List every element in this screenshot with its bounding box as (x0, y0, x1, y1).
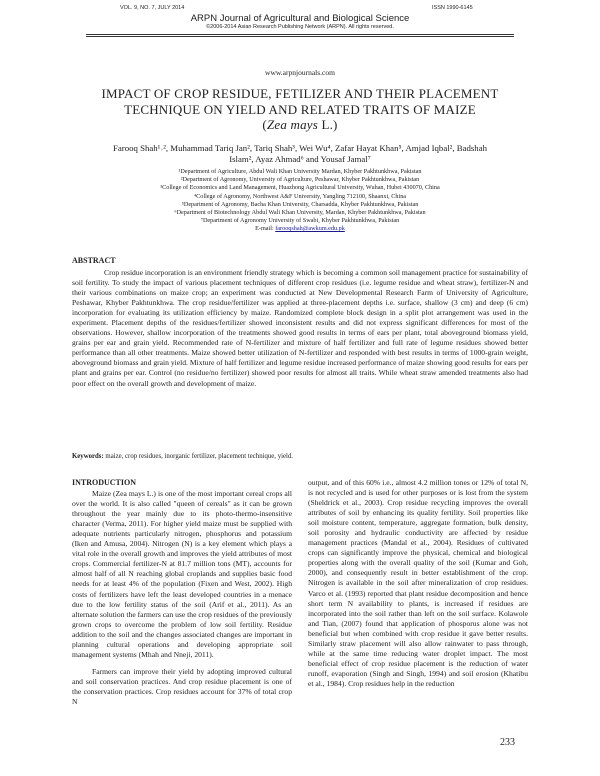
affiliation-5: ⁵Department of Agronomy, Bacha Khan University, Charsadda, Khyber Pakhtunkhwa, Pakistan (181, 200, 419, 208)
authors-line-2: Islam², Ayaz Ahmad⁶ and Yousaf Jamal⁷ (229, 154, 371, 164)
email-line (70, 225, 530, 233)
issn: ISSN 1990-6145 (432, 5, 473, 11)
abstract-heading: ABSTRACT (72, 256, 116, 265)
species-name: Zea mays (266, 117, 319, 132)
intro-paragraph-2: Farmers can improve their yield by adopting improved cultural and soil conservation practices. And crop residue placement is one of the conservation practices. Crop residues account for 37% of total crop N (72, 666, 292, 706)
copyright-line: ©2006-2014 Asian Research Publishing Network (ARPN). All rights reserved. (206, 24, 394, 30)
affiliation-1: ¹Department of Agriculture, Abdul Wali Khan University Mardan, Khyber Pakhtunkhwa, Pakistan (178, 168, 422, 175)
paragraph-gap (72, 660, 292, 667)
species-suffix: L.) (318, 117, 338, 132)
header-rule-bottom (86, 36, 514, 37)
affiliation-4: ⁴College of Agronomy, Northwest A&F University, Yangling 712100, Shaanxi, China (193, 192, 407, 200)
author-list (70, 143, 530, 165)
title-line-1: IMPACT OF CROP RESIDUE, FETILIZER AND THEIR PLACEMENT (101, 86, 499, 101)
introduction-heading: INTRODUCTION (72, 478, 137, 487)
keywords-text: maize, crop residues, inorganic fertilizer, placement technique, yield. (103, 453, 293, 460)
affiliation-3: ³College of Economics and Land Management, Huazhong Agricultural University, Wuhan, Hubei 430070, China (160, 184, 440, 192)
keywords-line (72, 453, 528, 460)
abstract-paragraph: Crop residue incorporation is an environment friendly strategy which is becoming a common soil management practice for sustainability of soil fertility. To study the impact of various placement techniques of different crop residues (i.e. legume residue and wheat straw), fertilizer-N and their various combinations on maize crop; an experiment was conducted at New Developmental Research Farm of University of Agriculture, Peshawar, Khyber Pakhtunkhwa. The crop residue/fertilizer was applied at three-placement depths i.e. surface, shallow (3 cm) and deep (6 cm) incorporation for evaluating its utilization efficiency by maize. Randomized complete block design in a split plot arrangement was used in the experiment. Placement depths of the residues/fertilizer showed inconsistent results and did not express significant differences for most of the observations. However, shallow incorporation of the treatments showed good results in terms of ears per plant, total aboveground biomass yield, grains per ear and grain yield. Recommended rate of N-fertilizer and mixture of half fertilizer and full rate of legume residues showed better performance than all other treatments. Maize showed better utilization of N-fertilizer and responded with best results in terms of 1000-grain weight, aboveground biomass and grain yield. Mixture of half fertilizer and legume residue increased performance of maize showing good results for ears per plant and grains per ear. Control (no residue/no fertilizer) showed poor results for almost all traits. While wheat straw amended treatments also had poor effect on the overall growth and development of maize. (72, 268, 528, 388)
paper-title (70, 86, 530, 133)
intro-right-paragraph: output, and of this 60% i.e., almost 4.2 million tones or 12% of total N, is not recycled and is used for other purposes or is lost from the system (Sheldrick et al., 2003). Crop residue recycling improves the overall attributes of soil by enhancing its quality fertility. Soil properties like soil moisture content, temperature, aggregate formation, bulk density, soil porosity and hydraulic conductivity are affected by residue management practices (Mandal et al., 2004). Residues of cultivated crops can significantly improve the physical, chemical and biological properties along with the overall quality of the soil (Kumar and Goh, 2000), and consequently result in better establishment of the crop. Nitrogen is available in the soil after mineralization of crop residues. Varco et al. (1993) reported that plant residue decomposition and hence short term N availability to plants, is increased if residues are incorporated into the soil rather than left on the soil surface. Kolawole and Tian, (2007) found that application of phosporus alone was not beneficial but when combined with crop residue it gave better results. Similarly straw placement will also allow rainwater to pass through, while at the same time reducing water droplet impact. The most beneficial effect of crop residue placement is the reduction of water runoff, evaporation (Singh and Singh, 1994) and soil erosion (Khatibu et al., 1984). Crop residues help in the reduction (308, 478, 528, 688)
authors-line-1: Farooq Shah¹˒², Muhammad Tariq Jan², Tariq Shah³, Wei Wu⁴, Zafar Hayat Khan⁵, Amjad Iqbal², Badshah (112, 143, 488, 153)
abstract-text (72, 268, 528, 389)
species-open-paren: ( (262, 117, 267, 132)
affiliation-2: ²Department of Agronomy, University of Agriculture, Peshawar, Khyber Pakhtunkhwa, Pakistan (180, 176, 420, 184)
header-rule-top (86, 34, 514, 35)
page-number: 233 (500, 737, 515, 748)
email-link[interactable]: farooqshah@awkum.edu.pk (275, 225, 345, 233)
title-species-line (70, 117, 530, 133)
email-label: E-mail: (255, 225, 276, 233)
column-left (72, 478, 292, 707)
journal-website[interactable]: www.arpnjournals.com (265, 68, 335, 77)
column-right (308, 478, 528, 689)
volume-line: VOL. 9, NO. 7, JULY 2014 (120, 5, 185, 11)
affiliations (70, 168, 530, 234)
intro-paragraph-1: Maize (Zea mays L.) is one of the most important cereal crops all over the world. It is also called "queen of cereals" as it can be grown throughout the year mainly due to its photo-thermo-insensitive character (Verma, 2011). For higher yield maize must be supplied with adequate nutrients particularly nitrogen, phosphorus and potassium (Iken and Amusa, 2004). Nitrogen (N) is a key element which plays a vital role in the overall growth and improves the yield attributes of most crops. Commercial fertilizer-N at 81.7 million tons (MT), accounts for almost half of all N reaching global croplands and supplies basic food needs for at least 4% of the population (Fixen and West, 2002). High costs of fertilizers have left the least developed countries in a menace due to the low fertility status of the soil (Arif et al., 2011). As an alternate solution the farmers can use the crop residues of the previously grown crops to overcome the problem of low soil fertility. Residue addition to the soil and the changes associated changes are important in planning cultural operations and developing appropriate soil management systems (Mhah and Nneji, 2011). (72, 489, 292, 659)
affiliation-6: ⁶Department of Biotechnology Abdul Wali Khan University, Mardan, Khyber Pakhtunkhwa, Pakistan (174, 209, 426, 217)
affiliation-7: ⁷Department of Agronomy University of Swabi, Khyber Pakhtunkhwa, Pakistan (200, 217, 400, 225)
keywords-label: Keywords: (72, 453, 104, 460)
journal-title: ARPN Journal of Agricultural and Biological Science (190, 13, 410, 24)
title-line-2: TECHNIQUE ON YIELD AND RELATED TRAITS OF MAIZE (124, 101, 476, 117)
